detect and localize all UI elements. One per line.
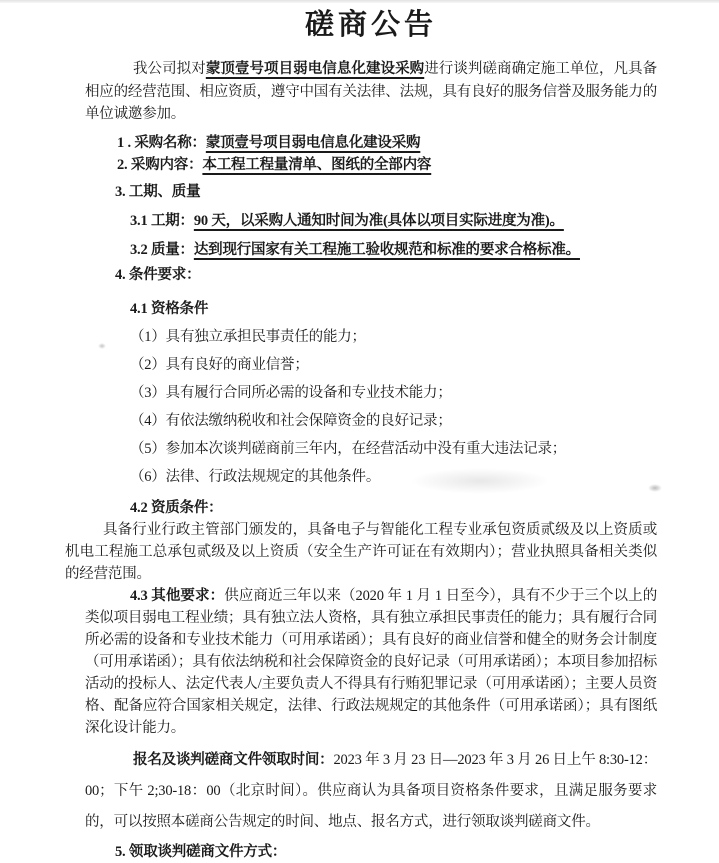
duration-line	[130, 210, 657, 232]
other-requirements-label: 4.3 其他要求：	[130, 587, 225, 604]
section-4-1-heading: 4.1 资格条件	[130, 300, 209, 317]
qualification-item: （2）具有良好的商业信誉；	[130, 356, 309, 373]
intro-paragraph	[85, 58, 657, 126]
scan-edge-artifact	[0, 0, 719, 3]
quality-line	[130, 239, 657, 261]
intro-prefix: 我公司拟对	[133, 61, 206, 77]
duration-label: 3.1 工期：	[130, 212, 194, 229]
item-value: 本工程工程量清单、图纸的全部内容	[202, 156, 432, 173]
registration-paragraph	[85, 745, 657, 838]
item-procurement-name	[117, 132, 657, 154]
other-requirements-paragraph	[85, 585, 657, 739]
credentials-paragraph: 具备行业行政主管部门颁发的，具备电子与智能化工程专业承包资质贰级及以上资质或机电工程施工总承包贰级及以上资质（安全生产许可证在有效期内）；营业执照具备相关类似的经营范围。	[65, 521, 657, 582]
quality-label: 3.2 质量：	[130, 241, 194, 258]
quality-value: 达到现行国家有关工程施工验收规范和标准的要求合格标准。	[193, 241, 580, 258]
item-procurement-content	[117, 154, 657, 176]
qualification-item: （6）法律、行政法规规定的其他条件。	[130, 468, 381, 485]
item-label: 2. 采购内容：	[117, 156, 203, 173]
item-label: 1 . 采购名称：	[117, 134, 206, 151]
section-4-2-heading: 4.2 资质条件：	[130, 499, 223, 516]
registration-body: 2023 年 3 月 23 日—2023 年 3 月 26 日上午 8:30-12：00；下午 2;30-18：00（北京时间）。供应商认为具备项目资格条件要求，且满足服务要求的，可以按照本磋商公告规定的时间、地点、报名方式，进行领取谈判磋商文件。	[85, 751, 657, 830]
duration-value: 90 天，以采购人通知时间为准(具体以项目实际进度为准)。	[193, 212, 564, 229]
section-5-heading: 5. 领取谈判磋商文件方式：	[115, 843, 287, 860]
intro-suffix: 进行谈判磋商确定施工单位，凡具备相应的经营范围、相应资质，遵守中国有关法律、法规，具有良好的服务信誉及服务能力的单位诚邀参加。	[85, 61, 657, 122]
qualification-item: （4）有依法缴纳税收和社会保障资金的良好记录；	[130, 412, 452, 429]
project-name-underlined: 蒙顶壹号项目弱电信息化建设采购	[205, 61, 425, 77]
other-requirements-body: 供应商近三年以来（2020 年 1 月 1 日至今），具有不少于三个以上的类似项目弱电工程业绩；具有独立法人资格，具有独立承担民事责任的能力；具有履行合同所必需的设备和专业技术能力（可用承诺函）；具有良好的商业信誉和健全的财务会计制度（可用承诺函）；具有依法纳税和社会保障资金的良好记录（可用承诺函）；本项目参加招标活动的投标人、法定代表人/主要负责人不得具有行贿犯罪记录（可用承诺函）；主要人员资格、配备应符合国家相关规定，法律、行政法规规定的其他条件（可用承诺函）；具有图纸深化设计能力。	[85, 587, 657, 736]
registration-label: 报名及谈判磋商文件领取时间：	[133, 751, 334, 768]
document-title: 磋商公告	[304, 9, 437, 41]
qualification-item: （1）具有独立承担民事责任的能力；	[130, 328, 366, 345]
qualification-item: （5）参加本次谈判磋商前三年内，在经营活动中没有重大违法记录；	[130, 440, 567, 457]
qualification-item: （3）具有履行合同所必需的设备和专业技术能力；	[130, 384, 452, 401]
section-4-heading: 4. 条件要求：	[115, 266, 201, 283]
item-value: 蒙顶壹号项目弱电信息化建设采购	[205, 134, 421, 151]
section-3-heading: 3. 工期、质量	[115, 183, 201, 200]
